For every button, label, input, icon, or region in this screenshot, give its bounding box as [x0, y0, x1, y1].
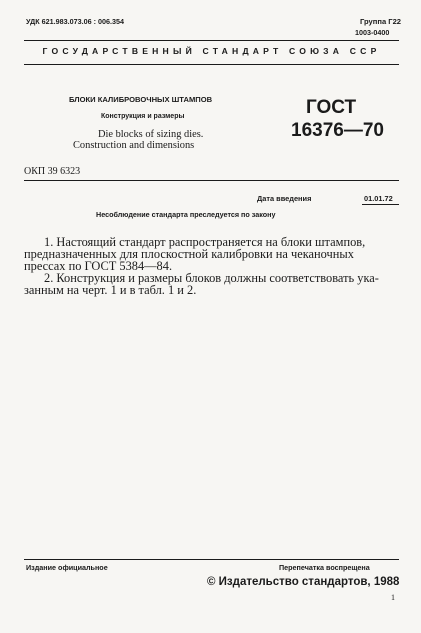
- english-title-line-1: Die blocks of sizing dies.: [98, 129, 204, 140]
- date-label: Дата введения: [257, 194, 312, 203]
- header-rule-top: [24, 40, 399, 41]
- okp-rule: [24, 180, 399, 181]
- english-title-line-2: Construction and dimensions: [73, 140, 195, 151]
- official-edition-label: Издание официальное: [26, 563, 108, 572]
- state-standard-banner: ГОСУДАРСТВЕННЫЙ СТАНДАРТ СОЮЗА ССР: [42, 46, 381, 56]
- gost-number: 16376—70: [291, 120, 384, 141]
- document-title: БЛОКИ КАЛИБРОВОЧНЫХ ШТАМПОВ: [69, 95, 213, 104]
- legal-warning: Несоблюдение стандарта преследуется по закону: [96, 210, 276, 219]
- group-number: 1003-0400: [355, 28, 390, 37]
- header-rule-bottom: [24, 64, 399, 65]
- udk-code: УДК 621.983.073.06 : 006.354: [26, 17, 124, 26]
- document-subtitle: Конструкция и размеры: [101, 113, 185, 120]
- group-code: Группа Г22: [360, 17, 402, 26]
- date-value: 01.01.72: [364, 194, 393, 203]
- paragraph-1-line-1: 1. Настоящий стандарт распространяется на блоки штампов,: [44, 235, 366, 249]
- paragraph-1-line-2: предназначенных для плоскостной калибровки на чеканочных: [24, 247, 354, 261]
- page-number: 1: [391, 593, 395, 602]
- reprint-prohibited-label: Перепечатка воспрещена: [279, 563, 370, 572]
- gost-label: ГОСТ: [306, 97, 357, 118]
- paragraph-2-line-1: 2. Конструкция и размеры блоков должны соответствовать ука-: [44, 271, 379, 285]
- paragraph-2-line-2: занным на черт. 1 и в табл. 1 и 2.: [24, 283, 197, 297]
- okp-code: ОКП 39 6323: [24, 166, 81, 177]
- date-underline: [362, 204, 399, 205]
- paragraph-1-line-3: прессах по ГОСТ 5384—84.: [24, 259, 173, 273]
- footer-rule: [24, 559, 399, 560]
- copyright-notice: © Издательство стандартов, 1988: [207, 576, 400, 588]
